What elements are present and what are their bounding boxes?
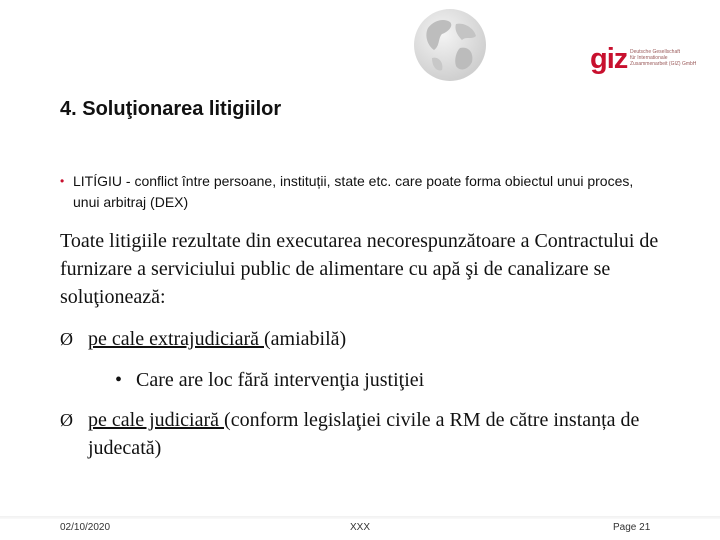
footer-center-text: XXX	[350, 522, 371, 533]
logo-line: Zusammenarbeit (GIZ) GmbH	[630, 61, 697, 67]
definition-text: LITÍGIU - conflict între persoane, instituții, state etc. care poate forma obiectul unui proces, unui arbitraj (DEX)	[73, 173, 634, 210]
main-paragraph: Toate litigiile rezultate din executarea necorespunzătoare a Contractului de furnizare a serviciului public de alimentare cu apă şi de canalizare se soluţionează:	[60, 230, 659, 308]
bullet-marker: •	[115, 369, 123, 391]
underlined-phrase: pe cale extrajudiciară	[88, 328, 264, 350]
logo-line: Deutsche Gesellschaft	[630, 49, 681, 55]
list-item-extrajudicial	[60, 325, 680, 353]
list-item-body	[88, 325, 680, 353]
logo-line: für Internationale	[630, 55, 668, 61]
list-item-rest: (conform legislaţiei civile a RM de către instanța de judecată)	[88, 409, 640, 459]
logo-subtitle	[630, 49, 700, 67]
definition-item	[60, 171, 660, 213]
globe-icon	[410, 6, 490, 84]
list-item-judicial	[60, 406, 680, 462]
logo-wordmark: giz	[590, 43, 628, 75]
underlined-phrase: pe cale judiciară	[88, 409, 225, 431]
giz-logo	[590, 44, 700, 78]
footer-divider	[0, 516, 720, 519]
arrow-icon: Ø	[60, 410, 73, 430]
page-number: Page 21	[613, 522, 651, 533]
arrow-icon: Ø	[60, 329, 73, 349]
list-item-body	[88, 406, 680, 462]
footer-date: 02/10/2020	[60, 522, 111, 533]
sub-list-text: Care are loc fără intervenţia justiţiei	[136, 369, 425, 391]
bullet-marker: •	[60, 174, 65, 188]
slide-title: 4. Soluţionarea litigiilor	[60, 98, 282, 120]
list-item-rest: (amiabilă)	[264, 328, 347, 350]
sub-list-item	[115, 366, 424, 394]
